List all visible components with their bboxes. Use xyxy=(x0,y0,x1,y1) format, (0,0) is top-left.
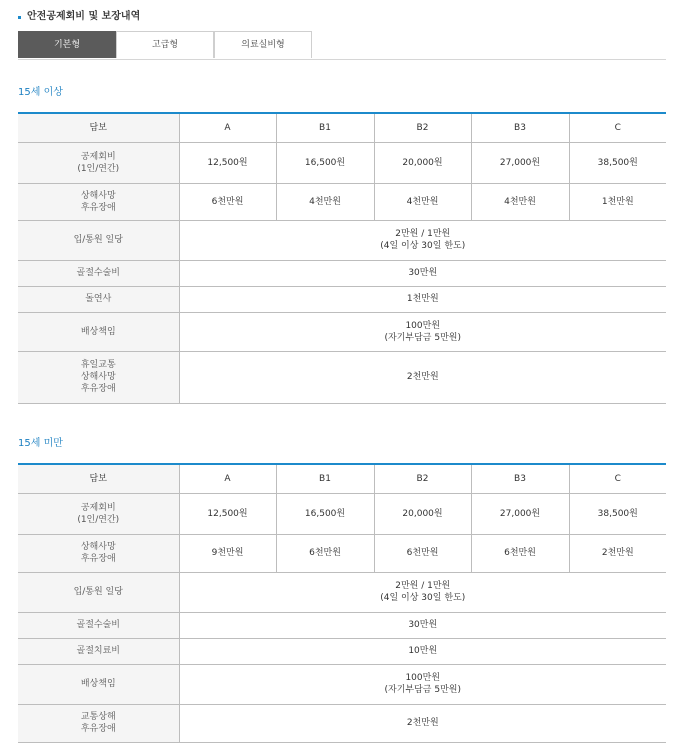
hospital-value-line1: 2만원 / 1만원 xyxy=(395,581,451,591)
fracture-value: 30만원 xyxy=(179,260,666,286)
header-coverage: 담보 xyxy=(18,464,179,493)
fee-c: 38,500원 xyxy=(569,493,666,534)
fracture-treatment-value: 10만원 xyxy=(179,638,666,664)
liability-value-line2: (자기부담금 5만원) xyxy=(384,332,461,343)
death-label-line1: 상해사망 xyxy=(80,542,116,552)
hospital-label: 입/통원 일당 xyxy=(18,220,179,260)
liability-value xyxy=(179,312,666,351)
table-row xyxy=(18,286,666,312)
fee-label-line1: 공제회비 xyxy=(80,151,116,162)
hospital-value xyxy=(179,572,666,612)
fee-b2: 20,000원 xyxy=(374,493,471,534)
under15-title: 15세 미만 xyxy=(18,438,63,449)
table-row xyxy=(18,312,666,351)
header-c: C xyxy=(569,464,666,493)
fee-b1: 16,500원 xyxy=(276,493,374,534)
sudden-death-value: 1천만원 xyxy=(179,286,666,312)
fracture-label: 골절수술비 xyxy=(18,612,179,638)
death-b1: 6천만원 xyxy=(276,534,374,572)
table-row xyxy=(18,664,666,704)
table-row xyxy=(18,704,666,742)
over15-table xyxy=(18,112,666,404)
over15-title: 15세 이상 xyxy=(18,87,63,98)
liability-value-line1: 100만원 xyxy=(405,320,441,331)
traffic-label-line2: 후유장애 xyxy=(80,724,116,734)
header-a: A xyxy=(179,113,276,142)
fee-label-line2: (1인/연간) xyxy=(77,514,120,525)
liability-value-line2: (자기부담금 5만원) xyxy=(384,685,461,695)
table-row xyxy=(18,260,666,286)
death-c: 2천만원 xyxy=(569,534,666,572)
hospital-value xyxy=(179,220,666,260)
header-b2: B2 xyxy=(374,464,471,493)
tab-basic[interactable]: 기본형 xyxy=(18,31,116,58)
holiday-label-line2: 상해사망 xyxy=(80,372,116,382)
traffic-value: 2천만원 xyxy=(179,704,666,742)
table-header-row xyxy=(18,464,666,493)
header-a: A xyxy=(179,464,276,493)
fee-label-line2: (1인/연간) xyxy=(77,163,120,174)
table-row xyxy=(18,220,666,260)
death-a: 9천만원 xyxy=(179,534,276,572)
traffic-label-line1: 교통상해 xyxy=(80,712,116,722)
under15-table xyxy=(18,463,666,743)
fee-b1: 16,500원 xyxy=(276,142,374,183)
fee-a: 12,500원 xyxy=(179,493,276,534)
fracture-value: 30만원 xyxy=(179,612,666,638)
table-row xyxy=(18,612,666,638)
death-label-line2: 후유장애 xyxy=(80,202,116,213)
liability-value xyxy=(179,664,666,704)
fee-b2: 20,000원 xyxy=(374,142,471,183)
traffic-label xyxy=(18,704,179,742)
plan-tabs xyxy=(18,31,666,60)
death-b3: 6천만원 xyxy=(471,534,569,572)
hospital-label: 입/통원 일당 xyxy=(18,572,179,612)
liability-label: 배상책임 xyxy=(18,312,179,351)
hospital-value-line2: (4일 이상 30일 한도) xyxy=(380,593,466,603)
fee-a: 12,500원 xyxy=(179,142,276,183)
tab-premium[interactable]: 고급형 xyxy=(116,31,214,58)
table-row xyxy=(18,638,666,664)
table-row xyxy=(18,142,666,183)
header-b1: B1 xyxy=(276,464,374,493)
death-label xyxy=(18,534,179,572)
table-header-row xyxy=(18,113,666,142)
fracture-treatment-label: 골절치료비 xyxy=(18,638,179,664)
bullet-icon xyxy=(18,16,21,19)
holiday-label xyxy=(18,351,179,403)
holiday-label-line3: 후유장애 xyxy=(80,384,116,394)
fee-label xyxy=(18,493,179,534)
fracture-label: 골절수술비 xyxy=(18,260,179,286)
death-label-line1: 상해사망 xyxy=(80,190,116,201)
table-row xyxy=(18,534,666,572)
death-b2: 6천만원 xyxy=(374,534,471,572)
header-b2: B2 xyxy=(374,113,471,142)
death-label xyxy=(18,183,179,220)
header-coverage: 담보 xyxy=(18,113,179,142)
tab-medical[interactable]: 의료실비형 xyxy=(214,31,312,58)
death-c: 1천만원 xyxy=(569,183,666,220)
fee-b3: 27,000원 xyxy=(471,142,569,183)
liability-value-line1: 100만원 xyxy=(405,673,441,683)
table-row xyxy=(18,572,666,612)
header-b3: B3 xyxy=(471,464,569,493)
death-a: 6천만원 xyxy=(179,183,276,220)
section-title-text: 안전공제회비 및 보장내역 xyxy=(27,11,141,22)
fee-label xyxy=(18,142,179,183)
death-b3: 4천만원 xyxy=(471,183,569,220)
fee-c: 38,500원 xyxy=(569,142,666,183)
hospital-value-line1: 2만원 / 1만원 xyxy=(395,229,451,239)
liability-label: 배상책임 xyxy=(18,664,179,704)
table-row xyxy=(18,493,666,534)
table-row xyxy=(18,183,666,220)
table-row xyxy=(18,351,666,403)
hospital-value-line2: (4일 이상 30일 한도) xyxy=(380,241,466,251)
header-b3: B3 xyxy=(471,113,569,142)
fee-b3: 27,000원 xyxy=(471,493,569,534)
header-b1: B1 xyxy=(276,113,374,142)
death-label-line2: 후유장애 xyxy=(80,554,116,564)
death-b2: 4천만원 xyxy=(374,183,471,220)
section-title xyxy=(18,9,140,25)
header-c: C xyxy=(569,113,666,142)
holiday-label-line1: 휴일교통 xyxy=(80,360,116,370)
fee-label-line1: 공제회비 xyxy=(80,502,116,513)
holiday-value: 2천만원 xyxy=(179,351,666,403)
sudden-death-label: 돌연사 xyxy=(18,286,179,312)
death-b1: 4천만원 xyxy=(276,183,374,220)
